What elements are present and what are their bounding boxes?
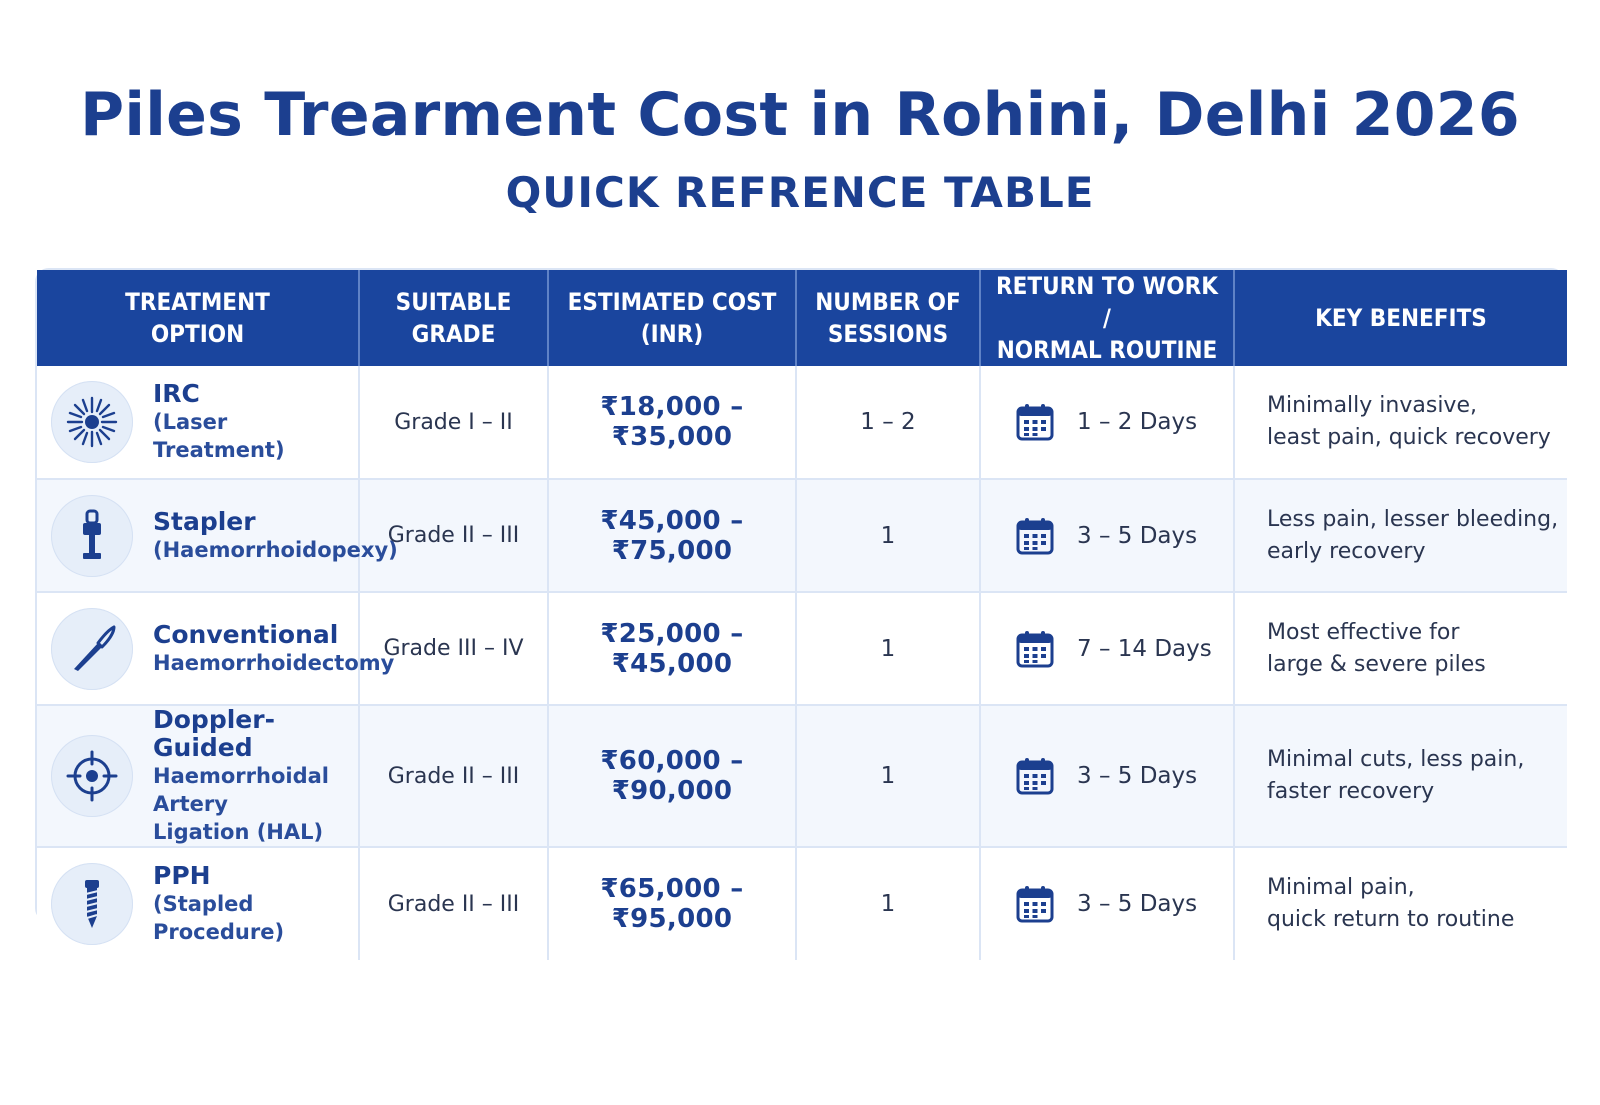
benefits-cell: Minimal pain, quick return to routine <box>1267 875 1515 932</box>
return-cell <box>981 884 1233 924</box>
treatment-subtitle: (Laser Treatment) <box>153 410 285 462</box>
page-subtitle: QUICK REFRENCE TABLE <box>505 168 1095 217</box>
treatment-subtitle: (Stapled Procedure) <box>153 892 285 944</box>
treatment-subtitle: (Haemorrhoidopexy) <box>153 537 398 562</box>
laser-burst-icon <box>51 381 133 463</box>
sessions-cell: 1 <box>796 847 980 960</box>
benefits-cell: Minimal cuts, less pain, faster recovery <box>1234 705 1567 847</box>
header-key-benefits: KEY BENEFITS <box>1315 304 1487 332</box>
treatment-subtitle: Haemorrhoidal Artery <box>153 764 329 816</box>
grade-cell: Grade I – II <box>359 366 548 479</box>
sessions-cell: 1 <box>796 705 980 847</box>
cost-cell: ₹18,000 – ₹35,000 <box>548 366 796 479</box>
return-days: 7 – 14 Days <box>1077 635 1212 662</box>
return-days: 1 – 2 Days <box>1077 409 1198 435</box>
stapler-icon <box>51 495 133 577</box>
treatment-name: PPH <box>153 861 211 890</box>
benefits-cell: Most effective for large & severe piles <box>1234 592 1567 705</box>
grade-cell: Grade III – IV <box>359 592 548 705</box>
calendar-icon <box>1015 884 1055 924</box>
header-number-of-sessions: NUMBER OF SESSIONS <box>796 270 980 366</box>
return-days: 3 – 5 Days <box>1077 891 1198 917</box>
screw-icon <box>51 863 133 945</box>
table-row <box>37 592 1567 705</box>
treatment-name: Stapler <box>153 506 256 536</box>
table-header-row <box>37 270 1567 366</box>
sessions-cell: 1 <box>796 479 980 592</box>
calendar-icon <box>1015 629 1055 669</box>
cost-cell: ₹60,000 – ₹90,000 <box>548 705 796 847</box>
return-days: 3 – 5 Days <box>1077 763 1198 789</box>
cost-cell: ₹45,000 – ₹75,000 <box>548 479 796 592</box>
sessions-cell: 1 <box>796 592 980 705</box>
treatment-name: IRC <box>153 379 200 408</box>
crosshair-icon <box>51 735 133 817</box>
table-row <box>37 705 1567 847</box>
benefits-cell: Less pain, lesser bleeding, early recovery <box>1234 479 1567 592</box>
calendar-icon <box>1015 756 1055 796</box>
return-cell <box>981 629 1233 669</box>
cost-cell: ₹25,000 – ₹45,000 <box>548 592 796 705</box>
table-row <box>37 847 1567 960</box>
cost-table-container <box>35 268 1565 944</box>
treatment-cell <box>37 706 358 846</box>
treatment-name: Doppler-Guided <box>153 705 275 762</box>
grade-cell: Grade II – III <box>359 705 548 847</box>
treatment-cell <box>37 608 395 690</box>
treatment-cell <box>37 495 398 577</box>
header-estimated-cost: ESTIMATED COST (INR) <box>548 270 796 366</box>
sessions-cell: 1 – 2 <box>796 366 980 479</box>
table-row <box>37 366 1567 479</box>
treatment-cell <box>37 380 358 464</box>
treatment-subtitle: Haemorrhoidectomy <box>153 650 395 675</box>
calendar-icon <box>1015 516 1055 556</box>
return-cell <box>981 516 1233 556</box>
grade-cell: Grade II – III <box>359 479 548 592</box>
grade-cell: Grade II – III <box>359 847 548 960</box>
scalpel-icon <box>51 608 133 690</box>
calendar-icon <box>1015 402 1055 442</box>
return-cell <box>981 402 1233 442</box>
return-cell <box>981 756 1233 796</box>
header-suitable-grade: SUITABLE GRADE <box>359 270 548 366</box>
return-days: 3 – 5 Days <box>1077 522 1198 549</box>
page-title: Piles Trearment Cost in Rohini, Delhi 2026 <box>80 80 1520 150</box>
treatment-subtitle: Ligation (HAL) <box>153 820 324 844</box>
cost-table <box>37 270 1567 960</box>
header-return-to-work: RETURN TO WORK / NORMAL ROUTINE <box>980 270 1234 366</box>
benefits-cell: Minimally invasive, least pain, quick recovery <box>1234 366 1567 479</box>
header-treatment-option: TREATMENT OPTION <box>37 270 359 366</box>
treatment-name: Conventional <box>153 619 339 649</box>
table-row <box>37 479 1567 592</box>
treatment-cell <box>37 862 358 946</box>
cost-cell: ₹65,000 – ₹95,000 <box>548 847 796 960</box>
